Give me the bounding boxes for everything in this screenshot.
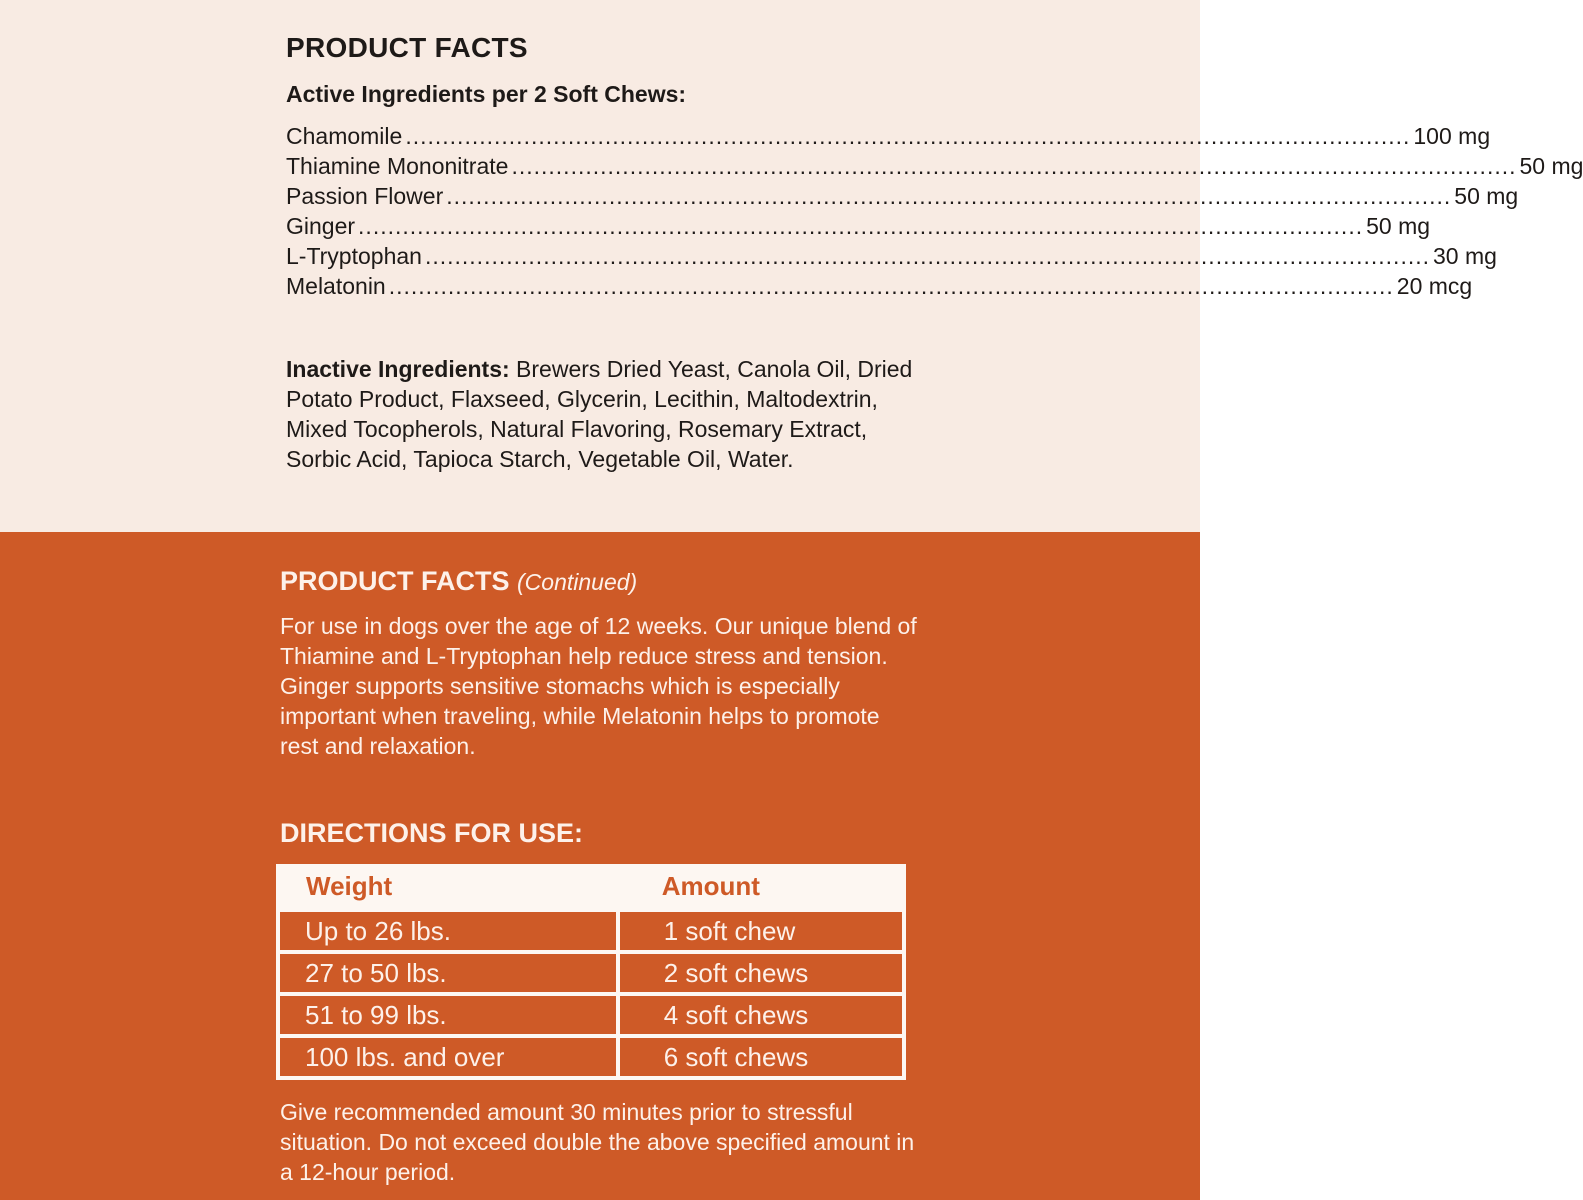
ingredient-name: Melatonin bbox=[286, 273, 386, 299]
weight-cell: 100 lbs. and over bbox=[278, 1036, 618, 1078]
weight-column-header: Weight bbox=[278, 864, 618, 910]
ingredient-amount: 30 mg bbox=[1433, 243, 1497, 269]
dot-leader: ........................................................................................................................................ bbox=[405, 123, 1411, 149]
weight-cell: Up to 26 lbs. bbox=[278, 910, 618, 952]
ingredient-name: L-Tryptophan bbox=[286, 243, 422, 269]
ingredient-name: Passion Flower bbox=[286, 183, 444, 209]
table-header-row bbox=[278, 864, 904, 910]
active-ingredients-heading: Active Ingredients per 2 Soft Chews: bbox=[286, 81, 687, 107]
weight-cell: 51 to 99 lbs. bbox=[278, 994, 618, 1036]
weight-cell: 27 to 50 lbs. bbox=[278, 952, 618, 994]
dosage-note: Give recommended amount 30 minutes prior to stressful situation. Do not exceed double the above specified amount in a 12-hour period. bbox=[280, 1099, 915, 1185]
continued-title-text: PRODUCT FACTS bbox=[280, 566, 510, 596]
ingredient-name: Chamomile bbox=[286, 123, 403, 149]
active-ingredients-list bbox=[286, 121, 1583, 301]
ingredient-row bbox=[286, 121, 1491, 151]
table-row bbox=[278, 910, 904, 952]
amount-cell: 6 soft chews bbox=[618, 1036, 904, 1078]
amount-column-header: Amount bbox=[618, 864, 904, 910]
product-facts-title: PRODUCT FACTS bbox=[286, 32, 528, 63]
ingredient-amount: 50 mg bbox=[1454, 183, 1519, 209]
continued-subtitle: (Continued) bbox=[517, 569, 638, 595]
dot-leader: ........................................................................................................................................ bbox=[446, 183, 1452, 209]
ingredient-row bbox=[286, 151, 1583, 181]
ingredient-name: Thiamine Mononitrate bbox=[286, 153, 509, 179]
product-facts-panel bbox=[0, 0, 1583, 532]
directions-title: DIRECTIONS FOR USE: bbox=[280, 818, 584, 848]
ingredient-amount: 50 mg bbox=[1366, 213, 1431, 239]
amount-cell: 1 soft chew bbox=[618, 910, 904, 952]
ingredient-amount: 100 mg bbox=[1413, 123, 1491, 149]
ingredient-row bbox=[286, 271, 1473, 301]
inactive-ingredients bbox=[286, 354, 918, 474]
ingredient-amount: 20 mcg bbox=[1396, 273, 1473, 299]
dot-leader: ........................................................................................................................................ bbox=[511, 153, 1517, 179]
dosage-table bbox=[276, 864, 906, 1080]
dot-leader: ........................................................................................................................................ bbox=[388, 273, 1394, 299]
continued-title bbox=[280, 566, 637, 597]
amount-cell: 4 soft chews bbox=[618, 994, 904, 1036]
dot-leader: ........................................................................................................................................ bbox=[424, 243, 1431, 269]
dot-leader: ........................................................................................................................................ bbox=[358, 213, 1364, 239]
ingredient-amount: 50 mg bbox=[1519, 153, 1583, 179]
ingredient-row bbox=[286, 211, 1431, 241]
inactive-ingredients-text: Brewers Dried Yeast, Canola Oil, Dried Potato Product, Flaxseed, Glycerin, Lecithin, Maltodextrin, Mixed Tocopherols, Natural Flavoring, Rosemary Extract, Sorbic Acid, Tapioca Starch, Vegetable Oil, Water. bbox=[286, 356, 913, 472]
table-row bbox=[278, 994, 904, 1036]
ingredient-row bbox=[286, 181, 1519, 211]
amount-cell: 2 soft chews bbox=[618, 952, 904, 994]
ingredient-name: Ginger bbox=[286, 213, 356, 239]
table-row bbox=[278, 1036, 904, 1078]
product-description: For use in dogs over the age of 12 weeks. Our unique blend of Thiamine and L-Tryptophan help reduce stress and tension. Ginger supports sensitive stomachs which is especially important when traveling, while Melatonin helps to promote rest and relaxation. bbox=[280, 613, 917, 759]
inactive-ingredients-label: Inactive Ingredients: bbox=[286, 356, 510, 382]
table-row bbox=[278, 952, 904, 994]
ingredient-row bbox=[286, 241, 1497, 271]
